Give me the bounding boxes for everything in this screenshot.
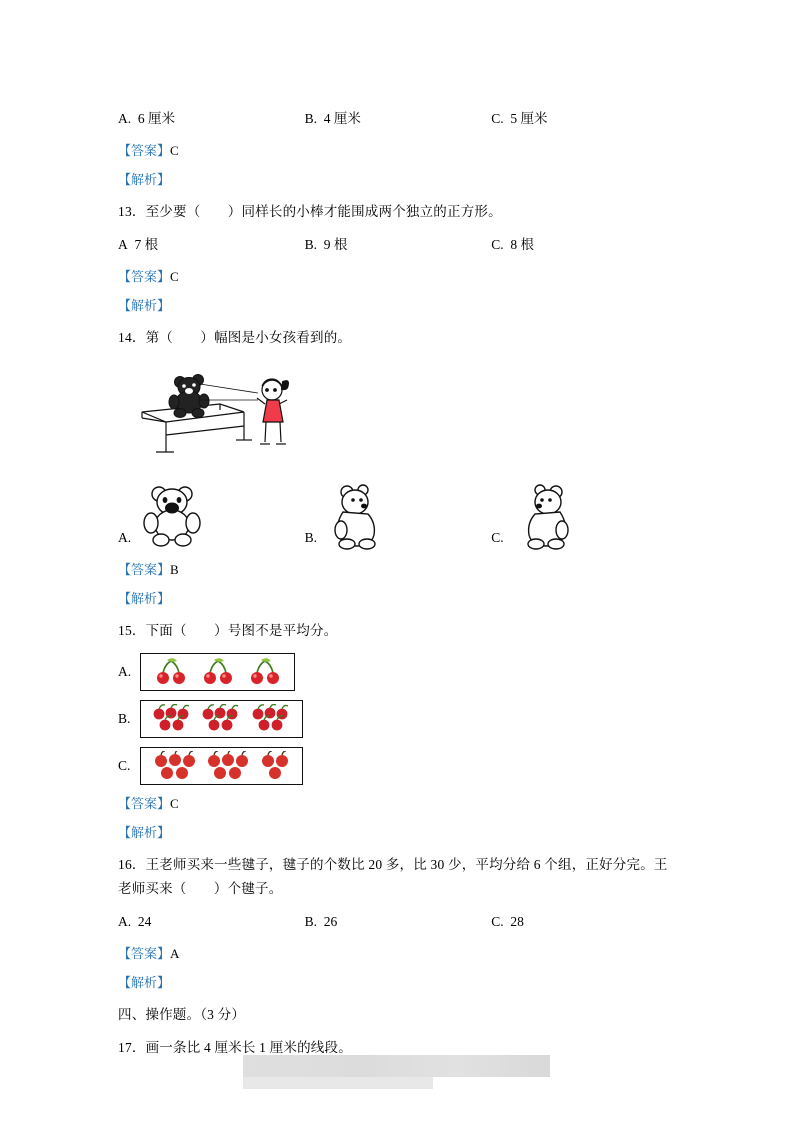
- choice-a: [118, 478, 305, 550]
- option-c-label: C.: [491, 237, 504, 252]
- question-12-answer: [118, 141, 678, 161]
- question-16-text-line2: 老师买来（ ）个毽子。: [118, 881, 283, 896]
- option-a-label: A.: [118, 111, 132, 126]
- question-16-text-line1: 16．王老师买来一些毽子，毽子的个数比 20 多，比 30 少，平均分给 6 个组，正好分完。王: [118, 857, 668, 872]
- question-16-options: [118, 911, 678, 933]
- answer-tag: 【答案】: [118, 796, 171, 811]
- apple-cluster: [258, 751, 292, 781]
- fruit-box-c: [140, 747, 303, 785]
- answer-tag: 【答案】: [118, 143, 171, 158]
- bear-side-view-left-icon: [510, 478, 580, 550]
- cherry-pair-icon: [201, 657, 235, 687]
- option-c-text: 8 根: [510, 237, 535, 252]
- question-17-text: 17．画一条比 4 厘米长 1 厘米的线段。: [118, 1040, 352, 1055]
- question-12-analysis: 【解析】: [118, 172, 171, 187]
- bear-side-view-right-icon: [323, 478, 393, 550]
- fruit-box-a: [140, 653, 295, 691]
- option-b-label: B.: [304, 111, 318, 126]
- question-15-text: 15．下面（ ）号图不是平均分。: [118, 623, 338, 638]
- bear-front-view-icon: [137, 478, 209, 550]
- apple-pair-icon: [258, 751, 292, 781]
- option-b-label: B.: [304, 914, 318, 929]
- question-16-analysis: 【解析】: [118, 975, 171, 990]
- question-13-answer: [118, 267, 678, 287]
- question-14-analysis: 【解析】: [118, 591, 171, 606]
- option-c-text: 28: [510, 914, 524, 929]
- question-16-answer: [118, 944, 678, 964]
- question-13-options: [118, 234, 678, 256]
- question-14-text: 14．第（ ）幅图是小女孩看到的。: [118, 330, 352, 345]
- answer-tag: 【答案】: [118, 946, 171, 961]
- option-b-text: 9 根: [323, 237, 348, 252]
- option-a: [118, 911, 305, 933]
- option-b-label: B.: [304, 237, 318, 252]
- answer-value: C: [170, 143, 179, 158]
- option-c-text: 5 厘米: [510, 111, 548, 126]
- answer-value: C: [170, 796, 179, 811]
- cherry-group: [248, 657, 282, 687]
- watermark-bar: [243, 1055, 550, 1077]
- question-15-row-b: [118, 700, 678, 738]
- question-15-answer: [118, 794, 678, 814]
- cherry-cluster-icon: [249, 704, 293, 734]
- option-b: [305, 234, 492, 256]
- question-14-choices: [118, 474, 678, 550]
- cherry-cluster: [249, 704, 293, 734]
- cherry-cluster: [199, 704, 243, 734]
- option-a-text: 6 厘米: [137, 111, 175, 126]
- choice-c-label: C.: [491, 530, 504, 545]
- option-a: [118, 108, 305, 130]
- girl-looking-at-bear-illustration: [134, 360, 314, 460]
- cherry-pair-icon: [154, 657, 188, 687]
- section-4-title: 四、操作题。（3 分）: [118, 1007, 246, 1022]
- cherry-group: [154, 657, 188, 687]
- question-13-analysis: 【解析】: [118, 298, 171, 313]
- option-c: [491, 108, 678, 130]
- watermark-bar-secondary: [243, 1077, 433, 1089]
- cherry-cluster-icon: [199, 704, 243, 734]
- option-b: [305, 911, 492, 933]
- fruit-box-b: [140, 700, 303, 738]
- apple-cluster-icon: [204, 751, 250, 781]
- answer-tag: 【答案】: [118, 269, 171, 284]
- option-a: [118, 234, 305, 256]
- option-c: [491, 234, 678, 256]
- cherry-group: [201, 657, 235, 687]
- option-c-label: C.: [491, 914, 504, 929]
- option-b: [305, 108, 492, 130]
- choice-b-label: B.: [118, 711, 131, 726]
- option-a-text: 24: [137, 914, 152, 929]
- option-b-text: 26: [323, 914, 338, 929]
- option-c-label: C.: [491, 111, 504, 126]
- option-a-text: 7 根: [134, 237, 159, 252]
- document-content: [118, 108, 678, 1070]
- choice-a-label: A.: [118, 530, 132, 545]
- answer-value: C: [170, 269, 179, 284]
- choice-b: [305, 478, 492, 550]
- apple-cluster: [151, 751, 197, 781]
- question-15-analysis: 【解析】: [118, 825, 171, 840]
- cherry-pair-icon: [248, 657, 282, 687]
- choice-c: [491, 478, 678, 550]
- choice-a-label: A.: [118, 664, 132, 679]
- question-15-row-a: [118, 653, 678, 691]
- question-12-options: [118, 108, 678, 130]
- apple-cluster: [204, 751, 250, 781]
- option-a-label: A.: [118, 914, 132, 929]
- cherry-cluster: [150, 704, 194, 734]
- option-c: [491, 911, 678, 933]
- answer-value: A: [170, 946, 180, 961]
- choice-b-label: B.: [304, 530, 318, 545]
- answer-tag: 【答案】: [118, 562, 171, 577]
- option-b-text: 4 厘米: [323, 111, 361, 126]
- cherry-cluster-icon: [150, 704, 194, 734]
- answer-value: B: [170, 562, 179, 577]
- option-a-label: A: [118, 237, 128, 252]
- apple-cluster-icon: [151, 751, 197, 781]
- question-14-answer: [118, 560, 678, 580]
- choice-c-label: C.: [118, 758, 131, 773]
- question-15-row-c: [118, 747, 678, 785]
- question-13-text: 13．至少要（ ）同样长的小棒才能围成两个独立的正方形。: [118, 204, 502, 219]
